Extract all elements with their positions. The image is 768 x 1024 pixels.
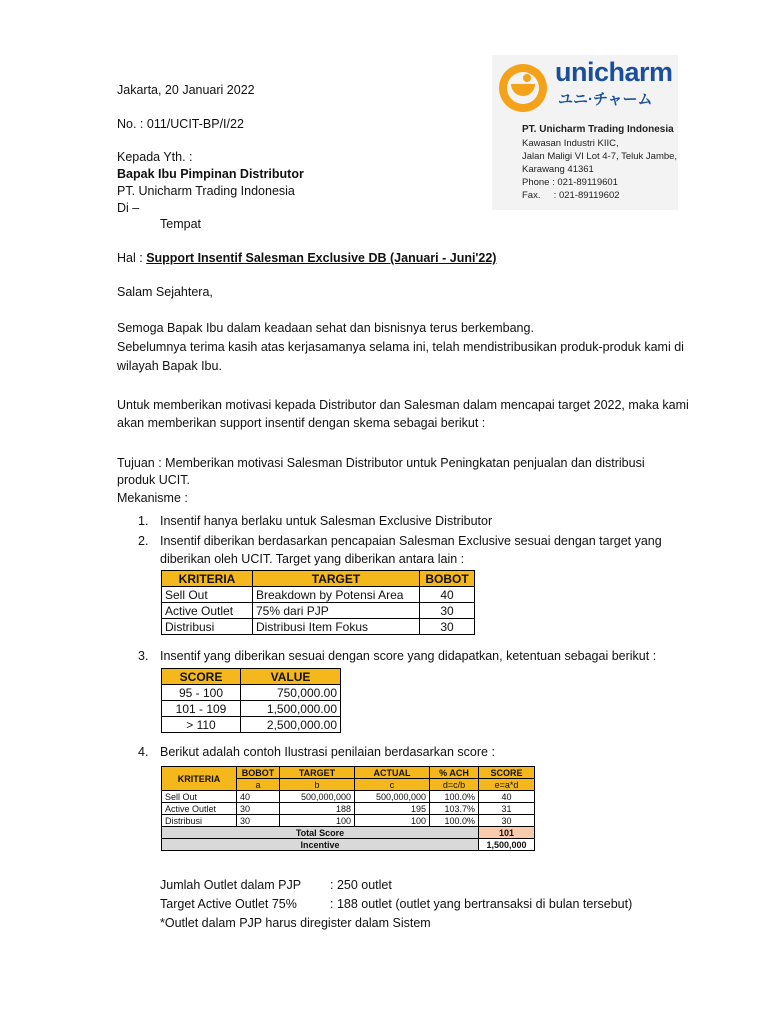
- table-row: [162, 587, 475, 603]
- column-subheader: d=c/b: [430, 779, 479, 791]
- table-row: [162, 619, 475, 635]
- paragraph-1-line-1: Semoga Bapak Ibu dalam keadaan sehat dan bisnisnya terus berkembang.: [117, 321, 534, 335]
- table-cell: Breakdown by Potensi Area: [253, 587, 420, 603]
- table-cell: 750,000.00: [241, 685, 341, 701]
- table-header-row: [162, 767, 535, 779]
- table-cell: 30: [479, 815, 535, 827]
- table-row: [162, 701, 341, 717]
- pjp-note: *Outlet dalam PJP harus diregister dalam Sistem: [160, 916, 431, 930]
- list-item-2-line-2: diberikan oleh UCIT. Target yang diberikan antara lain :: [160, 552, 465, 566]
- table-cell: 100.0%: [430, 815, 479, 827]
- table-cell: 30: [420, 619, 475, 635]
- mekanisme-label: Mekanisme :: [117, 491, 188, 505]
- total-score-value: 101: [479, 827, 535, 839]
- letterhead-phone: Phone : 021-89119601: [522, 177, 618, 188]
- table-cell: 40: [479, 791, 535, 803]
- table-row: [162, 685, 341, 701]
- letter-number: No. : 011/UCIT-BP/I/22: [117, 117, 244, 131]
- table-row: [162, 803, 535, 815]
- table-cell: 95 - 100: [162, 685, 241, 701]
- list-number-4: 4.: [138, 745, 149, 759]
- table-cell: Active Outlet: [162, 803, 237, 815]
- total-score-label: Total Score: [162, 827, 479, 839]
- table-cell: 2,500,000.00: [241, 717, 341, 733]
- column-header: BOBOT: [237, 767, 280, 779]
- list-number-3: 3.: [138, 649, 149, 663]
- active-outlet-label: Target Active Outlet 75%: [160, 897, 297, 911]
- subject-label: Hal :: [117, 251, 147, 265]
- table-cell: 30: [237, 815, 280, 827]
- column-header: ACTUAL: [355, 767, 430, 779]
- table-cell: 500,000,000: [280, 791, 355, 803]
- table-header-row: [162, 669, 341, 685]
- column-header: % ACH: [430, 767, 479, 779]
- table-cell: 30: [420, 603, 475, 619]
- letterhead-company: PT. Unicharm Trading Indonesia: [522, 124, 674, 135]
- recipient-company: PT. Unicharm Trading Indonesia: [117, 184, 295, 198]
- list-number-1: 1.: [138, 514, 149, 528]
- paragraph-2-line-1: Untuk memberikan motivasi kepada Distributor dan Salesman dalam mencapai target 2022, maka kami: [117, 398, 689, 412]
- table-cell: Sell Out: [162, 791, 237, 803]
- recipient: Bapak Ibu Pimpinan Distributor: [117, 167, 304, 181]
- table-row: [162, 603, 475, 619]
- to-label: Kepada Yth. :: [117, 150, 193, 164]
- table-cell: Distribusi Item Fokus: [253, 619, 420, 635]
- column-subheader: e=a*d: [479, 779, 535, 791]
- tujuan-line-2: produk UCIT.: [117, 473, 190, 487]
- unicharm-logo-icon: [497, 62, 549, 114]
- total-row: [162, 827, 535, 839]
- subject-text: Support Insentif Salesman Exclusive DB (Januari - Juni'22): [146, 251, 497, 265]
- list-item-2-line-1: Insentif diberikan berdasarkan pencapaian Salesman Exclusive sesuai dengan target yang: [160, 534, 662, 548]
- column-header: SCORE: [479, 767, 535, 779]
- outlet-pjp-label: Jumlah Outlet dalam PJP: [160, 878, 302, 892]
- table-cell: > 110: [162, 717, 241, 733]
- column-subheader: a: [237, 779, 280, 791]
- column-header: BOBOT: [420, 571, 475, 587]
- active-outlet-value: : 188 outlet (outlet yang bertransaksi di bulan tersebut): [330, 897, 633, 911]
- list-item-4: Berikut adalah contoh Ilustrasi penilaian berdasarkan score :: [160, 745, 495, 759]
- table-cell: Distribusi: [162, 619, 253, 635]
- paragraph-1-line-2: Sebelumnya terima kasih atas kerjasamanya selama ini, telah mendistribusikan produk-produk kami di: [117, 340, 684, 354]
- table-cell: 100: [280, 815, 355, 827]
- table-cell: 31: [479, 803, 535, 815]
- table-cell: 30: [237, 803, 280, 815]
- list-item-1: Insentif hanya berlaku untuk Salesman Exclusive Distributor: [160, 514, 493, 528]
- table-cell: 188: [280, 803, 355, 815]
- letterhead-address-2: Jalan Maligi VI Lot 4-7, Teluk Jambe,: [522, 151, 678, 162]
- letterhead-address-1: Kawasan Industri KIIC,: [522, 138, 619, 149]
- table-cell: 100: [355, 815, 430, 827]
- column-header: VALUE: [241, 669, 341, 685]
- table-row: [162, 717, 341, 733]
- table-cell: 75% dari PJP: [253, 603, 420, 619]
- letterhead-fax: Fax. : 021-89119602: [522, 190, 620, 201]
- table-header-row: [162, 571, 475, 587]
- column-header: KRITERIA: [162, 571, 253, 587]
- letter-date: Jakarta, 20 Januari 2022: [117, 83, 255, 97]
- list-item-3: Insentif yang diberikan sesuai dengan score yang didapatkan, ketentuan sebagai berikut :: [160, 649, 657, 663]
- paragraph-2-line-2: akan memberikan support insentif dengan skema sebagai berikut :: [117, 416, 486, 430]
- column-header: KRITERIA: [162, 767, 237, 791]
- tempat-label: Tempat: [160, 217, 201, 231]
- table-row: [162, 815, 535, 827]
- greeting: Salam Sejahtera,: [117, 285, 213, 299]
- column-header: SCORE: [162, 669, 241, 685]
- logo-wordmark: unicharm: [555, 57, 673, 87]
- table-cell: 500,000,000: [355, 791, 430, 803]
- tujuan-line-1: Tujuan : Memberikan motivasi Salesman Distributor untuk Peningkatan penjualan dan distribusi: [117, 456, 645, 470]
- di-label: Di –: [117, 201, 140, 215]
- logo-kana: ユニ·チャーム: [558, 91, 653, 108]
- table-cell: 195: [355, 803, 430, 815]
- outlet-pjp-value: : 250 outlet: [330, 878, 392, 892]
- list-number-2: 2.: [138, 534, 149, 548]
- paragraph-1-line-3: wilayah Bapak Ibu.: [117, 359, 222, 373]
- table-cell: Distribusi: [162, 815, 237, 827]
- table-cell: 100.0%: [430, 791, 479, 803]
- table-cell: 101 - 109: [162, 701, 241, 717]
- incentive-label: Incentive: [162, 839, 479, 851]
- table-cell: 40: [420, 587, 475, 603]
- kriteria-table: [161, 570, 475, 635]
- column-header: TARGET: [280, 767, 355, 779]
- table-cell: Active Outlet: [162, 603, 253, 619]
- table-row: [162, 791, 535, 803]
- score-table: [161, 668, 341, 733]
- column-subheader: b: [280, 779, 355, 791]
- column-subheader: c: [355, 779, 430, 791]
- letterhead-address-3: Karawang 41361: [522, 164, 594, 175]
- table-cell: Sell Out: [162, 587, 253, 603]
- table-cell: 1,500,000.00: [241, 701, 341, 717]
- illustration-table: [161, 766, 535, 851]
- table-cell: 40: [237, 791, 280, 803]
- incentive-value: 1,500,000: [479, 839, 535, 851]
- column-header: TARGET: [253, 571, 420, 587]
- table-cell: 103.7%: [430, 803, 479, 815]
- subject-line: [117, 250, 496, 267]
- incentive-row: [162, 839, 535, 851]
